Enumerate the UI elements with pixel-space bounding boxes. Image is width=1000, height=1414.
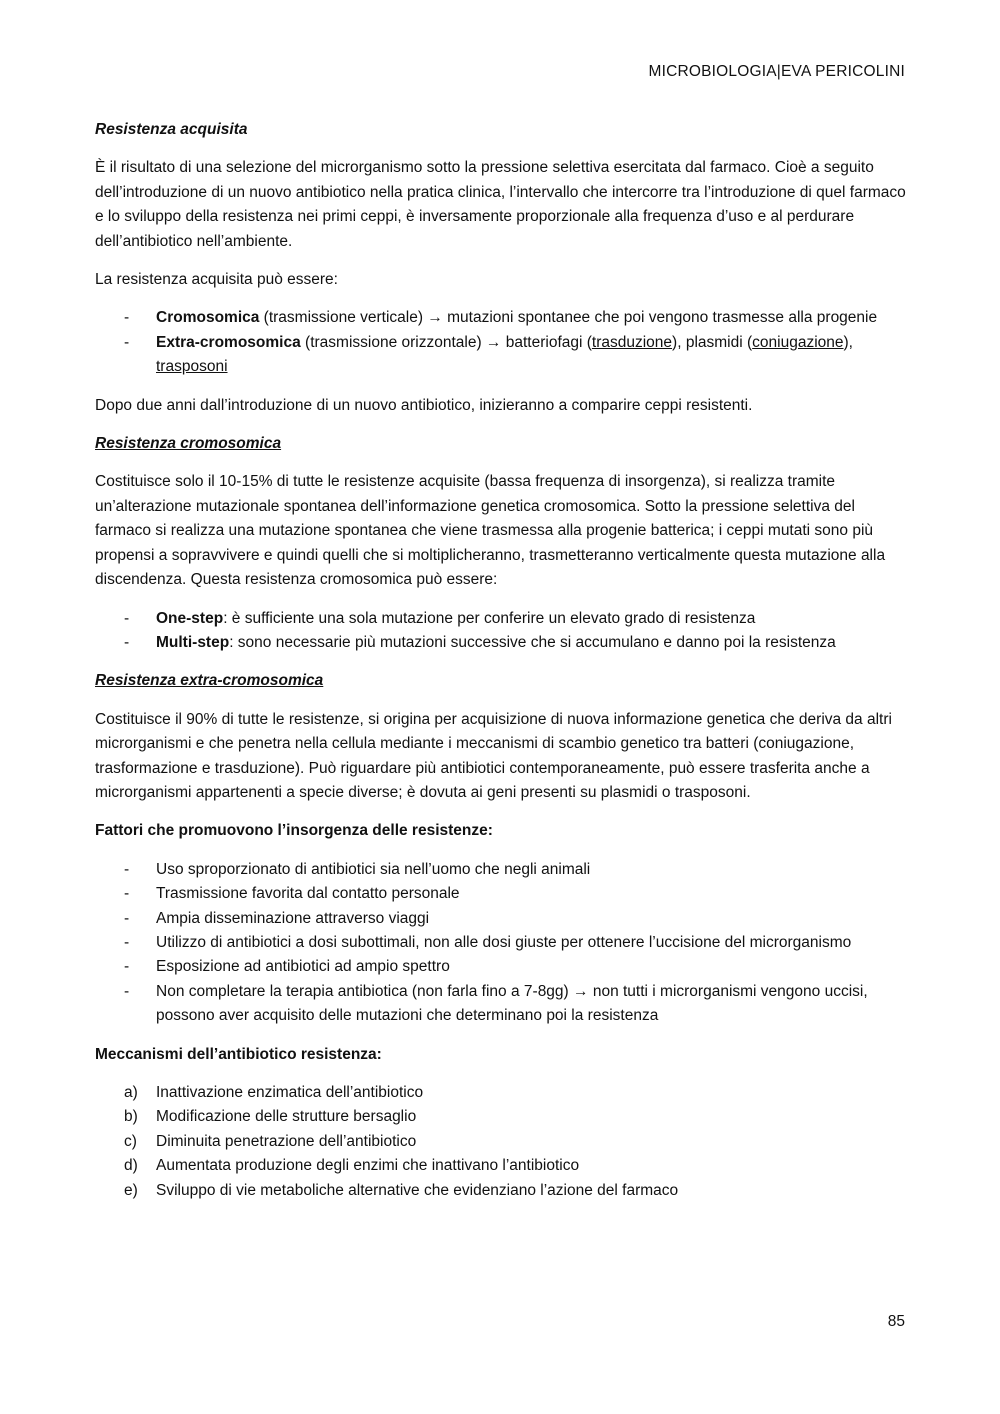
list-item-text: Inattivazione enzimatica dell’antibiotico bbox=[156, 1084, 424, 1101]
dash-list bbox=[95, 858, 910, 1029]
list-item-text: Trasmissione favorita dal contatto personale bbox=[156, 885, 460, 903]
page-content bbox=[95, 118, 910, 1217]
section-title-resistenza-cromosomica: Resistenza cromosomica bbox=[95, 435, 282, 453]
letter-marker: c) bbox=[124, 1132, 137, 1150]
list-item bbox=[95, 1081, 910, 1105]
list-item-text: Esposizione ad antibiotici ad ampio spettro bbox=[156, 958, 450, 976]
section-title-meccanismi: Meccanismi dell’antibiotico resistenza: bbox=[95, 1045, 382, 1063]
list-item-text: Utilizzo di antibiotici a dosi subottimali, non alle dosi giuste per ottenere l’uccisione del microrganismo bbox=[156, 933, 852, 951]
letter-marker: b) bbox=[124, 1108, 138, 1126]
paragraph: Dopo due anni dall’introduzione di un nuovo antibiotico, inizieranno a comparire ceppi resistenti. bbox=[95, 396, 753, 414]
page-number: 85 bbox=[887, 1313, 905, 1330]
dash-marker: - bbox=[124, 933, 130, 951]
underlined-term: trasduzione bbox=[591, 333, 673, 351]
dash-list bbox=[95, 607, 910, 656]
list-item-text: Uso sproporzionato di antibiotici sia nell’uomo che negli animali bbox=[156, 860, 591, 878]
list-item bbox=[95, 980, 910, 1029]
dash-marker: - bbox=[124, 909, 130, 927]
term-text: (trasmissione verticale) → mutazioni spontanee che poi vengono trasmesse alla progenie bbox=[259, 309, 878, 327]
term-text: : è sufficiente una sola mutazione per conferire un elevato grado di resistenza bbox=[223, 609, 756, 627]
term-text: ), bbox=[843, 333, 853, 351]
list-item bbox=[95, 955, 910, 979]
letter-marker: d) bbox=[124, 1157, 138, 1175]
dash-marker: - bbox=[124, 333, 130, 351]
letter-marker: a) bbox=[124, 1084, 138, 1101]
dash-marker: - bbox=[124, 958, 130, 976]
list-item bbox=[95, 931, 910, 955]
paragraph: È il risultato di una selezione del microrganismo sotto la pressione selettiva esercitata dal farmaco. Cioè a seguito dell’introduzione di un nuovo antibiotico nella pratica clinica, l’intervallo che intercorre tra l’introduzione di quel farmaco e lo sviluppo della resistenza nei primi ceppi, è inversamente proporzionale alla frequenza d’uso e al perdurare dell’antibiotico nell’ambiente. bbox=[95, 159, 906, 250]
paragraph: La resistenza acquisita può essere: bbox=[95, 271, 338, 289]
paragraph: Costituisce solo il 10-15% di tutte le resistenze acquisite (bassa frequenza di insorgenza), si realizza tramite un’alterazione mutazionale spontanea dell’informazione genetica cromosomica. Sotto la pressione selettiva del farmaco si realizza una mutazione spontanea che viene trasmessa alla progenie batterica; i ceppi mutati sono più propensi a sopravvivere e quindi quelli che si moltiplicheranno, trasmetteranno verticalmente questa mutazione alla discendenza. Questa resistenza cromosomica può essere: bbox=[95, 473, 886, 589]
paragraph: Costituisce il 90% di tutte le resistenze, si origina per acquisizione di nuova informazione genetica che deriva da altri microrganismi e che penetra nella cellula mediante i meccanismi di scambio genetico tra batteri (coniugazione, trasformazione e trasduzione). Può riguardare più antibiotici contemporaneamente, può essere trasferita anche a microrganismi appartenenti a specie diverse; è dovuta ai geni presenti su plasmidi o trasposoni. bbox=[95, 710, 892, 801]
list-item bbox=[95, 1105, 910, 1129]
list-item bbox=[95, 607, 910, 631]
list-item-text: Sviluppo di vie metaboliche alternative che evidenziano l’azione del farmaco bbox=[156, 1181, 679, 1199]
dash-list bbox=[95, 306, 910, 379]
dash-marker: - bbox=[124, 860, 130, 878]
letter-marker: e) bbox=[124, 1181, 138, 1199]
list-item-text: Aumentata produzione degli enzimi che inattivano l’antibiotico bbox=[156, 1157, 580, 1175]
list-item-text: Ampia disseminazione attraverso viaggi bbox=[156, 909, 430, 927]
list-item bbox=[95, 1130, 910, 1154]
underlined-term: coniugazione bbox=[752, 333, 844, 351]
dash-marker: - bbox=[124, 982, 130, 1000]
list-item bbox=[95, 882, 910, 906]
list-item bbox=[95, 858, 910, 882]
term: Extra-cromosomica bbox=[156, 333, 301, 351]
term-text: ), plasmidi ( bbox=[672, 333, 753, 351]
list-item-text: Diminuita penetrazione dell’antibiotico bbox=[156, 1132, 417, 1150]
dash-marker: - bbox=[124, 885, 130, 903]
running-header: MICROBIOLOGIA|EVA PERICOLINI bbox=[648, 63, 905, 80]
list-item bbox=[95, 631, 910, 655]
dash-marker: - bbox=[124, 633, 130, 651]
list-item bbox=[95, 1179, 910, 1203]
list-item-text: Non completare la terapia antibiotica (non farla fino a 7-8gg) → non tutti i microrganismi vengono uccisi, possono aver acquisito delle mutazioni che determinano poi la resistenza bbox=[156, 982, 868, 1025]
section-title-resistenza-extra-cromosomica: Resistenza extra-cromosomica bbox=[95, 672, 324, 690]
dash-marker: - bbox=[124, 309, 130, 327]
list-item bbox=[95, 1154, 910, 1178]
term-text: : sono necessarie più mutazioni successive che si accumulano e danno poi la resistenza bbox=[229, 633, 836, 651]
list-item-text: Modificazione delle strutture bersaglio bbox=[156, 1108, 417, 1126]
section-title-fattori: Fattori che promuovono l’insorgenza delle resistenze: bbox=[95, 822, 493, 840]
list-item bbox=[95, 306, 910, 330]
list-item bbox=[95, 907, 910, 931]
term: Cromosomica bbox=[156, 309, 260, 327]
term: One-step bbox=[156, 609, 224, 627]
lettered-list bbox=[95, 1081, 910, 1203]
dash-marker: - bbox=[124, 609, 130, 627]
term: Multi-step bbox=[156, 633, 230, 651]
term-text: (trasmissione orizzontale) → batteriofagi ( bbox=[300, 333, 592, 351]
list-item bbox=[95, 331, 910, 380]
underlined-term: trasposoni bbox=[156, 358, 228, 376]
section-title-resistenza-acquisita: Resistenza acquisita bbox=[95, 121, 248, 138]
